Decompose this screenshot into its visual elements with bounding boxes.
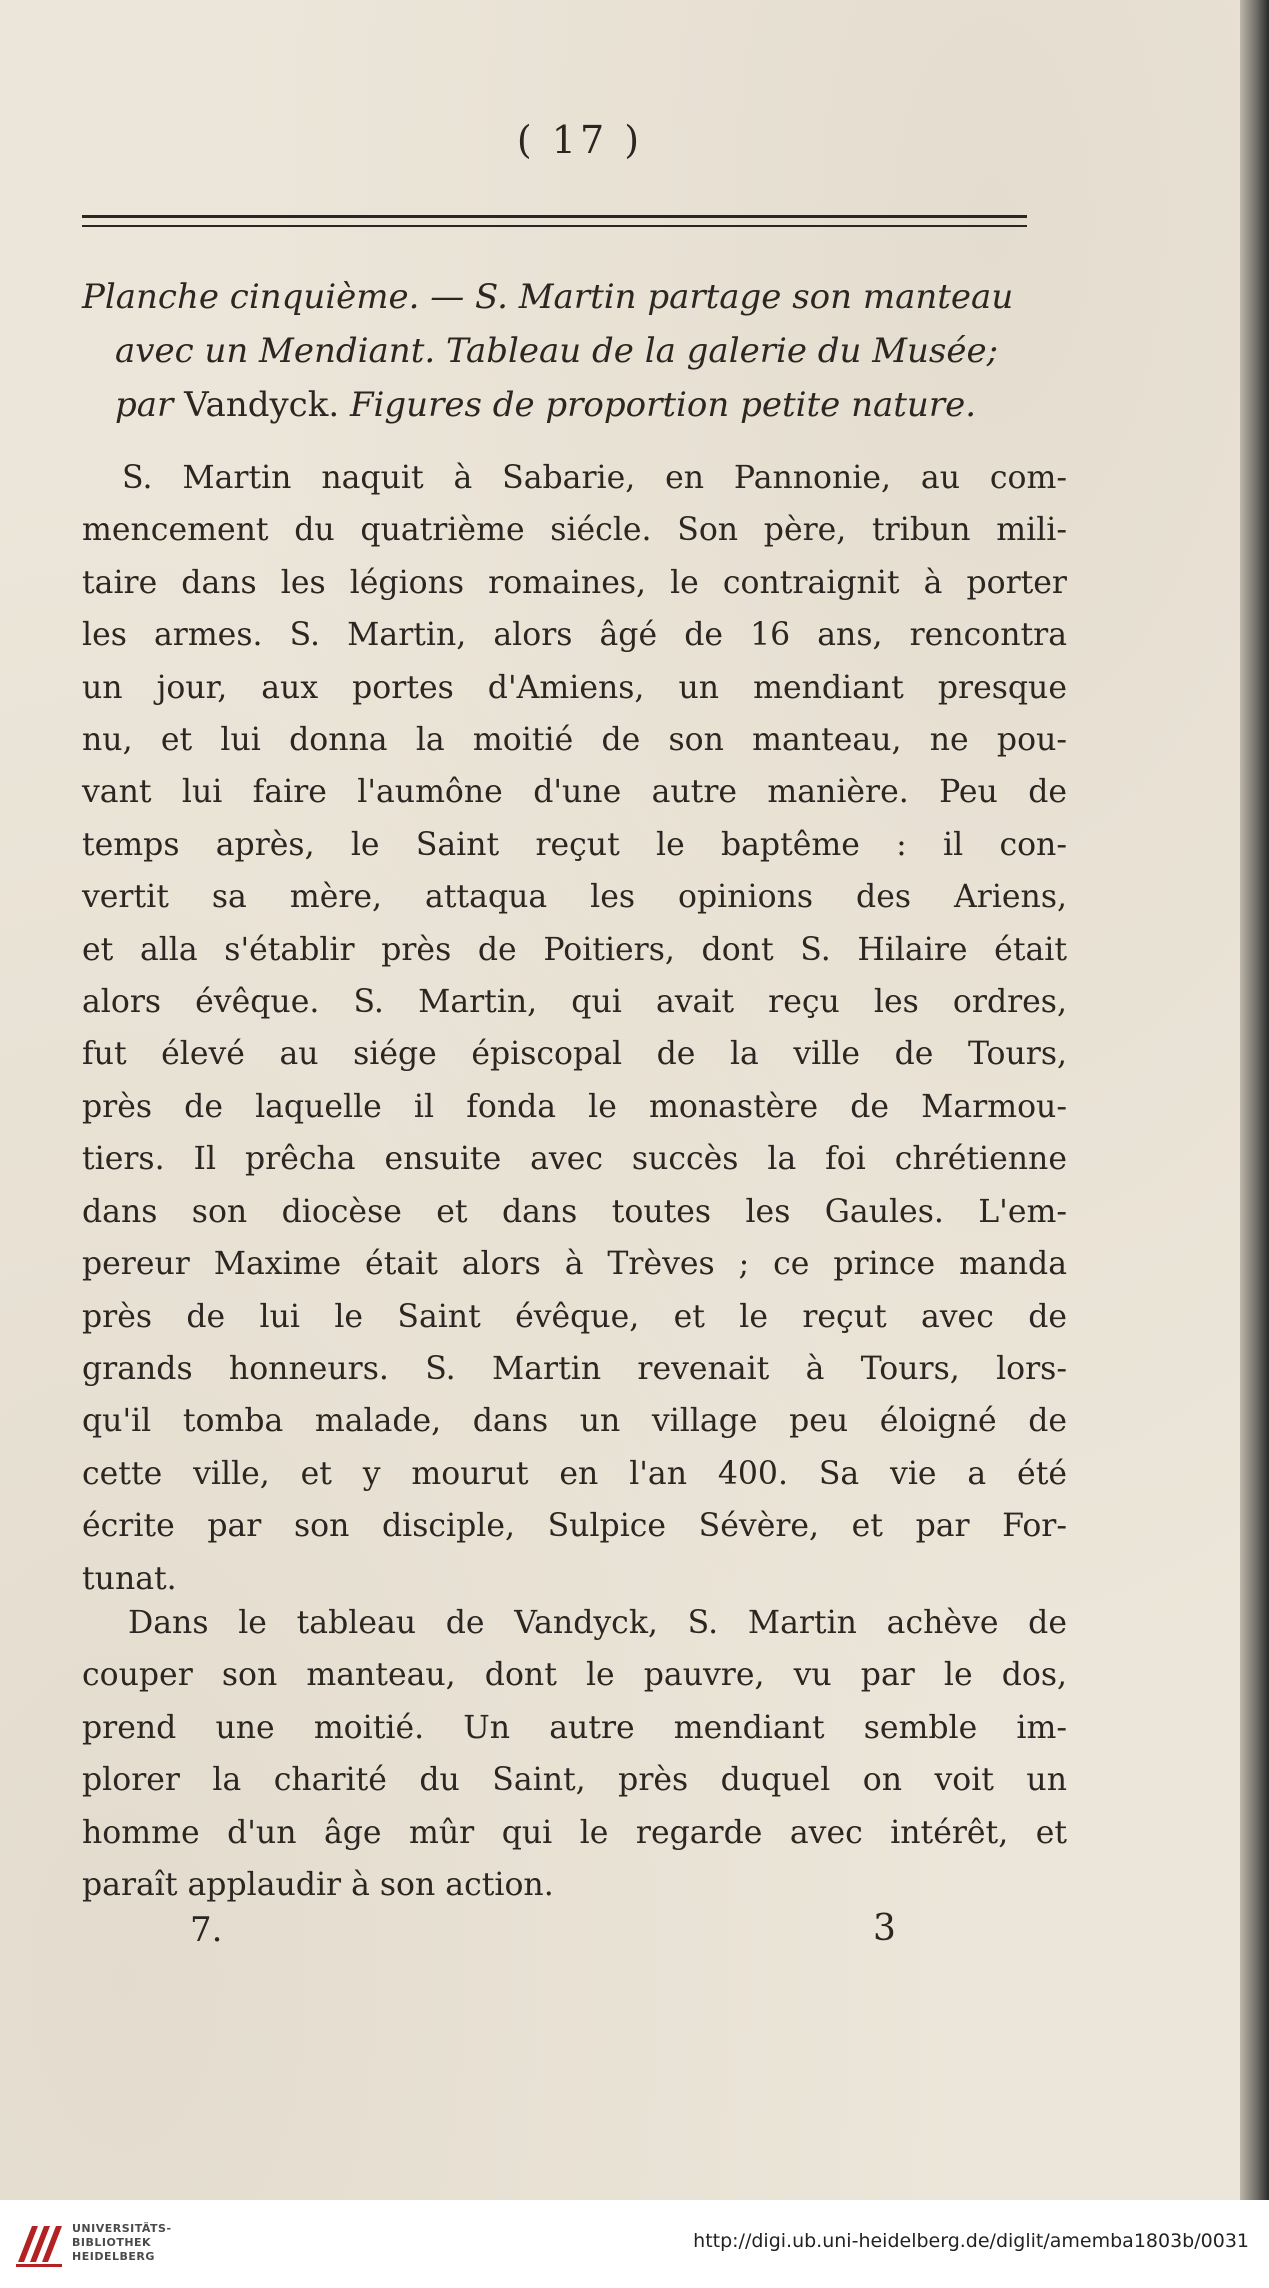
- header-rule-thin: [82, 225, 1027, 227]
- paragraph-1-line: grands honneurs. S. Martin revenait à Tours, lors-: [82, 1350, 1067, 1387]
- paragraph-2: [82, 1597, 1067, 1911]
- permalink-url[interactable]: http://digi.ub.uni-heidelberg.de/diglit/amemba1803b/0031: [693, 2230, 1249, 2252]
- paragraph-1-line: un jour, aux portes d'Amiens, un mendiant presque: [82, 669, 1067, 706]
- library-name-line: BIBLIOTHEK: [72, 2236, 152, 2249]
- paragraph-1-line: les armes. S. Martin, alors âgé de 16 ans, rencontra: [82, 617, 1067, 654]
- paragraph-2-line: paraît applaudir à son action.: [82, 1867, 554, 1904]
- paragraph-2-line: plorer la charité du Saint, près duquel on voit un: [82, 1762, 1067, 1799]
- caption-line-2: avec un Mendiant. Tableau de la galerie du Musée;: [115, 331, 999, 371]
- caption-line-3-suffix: Figures de proportion petite nature.: [339, 385, 977, 425]
- page-edge-shadow: [1240, 0, 1269, 2200]
- paragraph-1-line: cette ville, et y mourut en l'an 400. Sa vie a été: [82, 1455, 1067, 1492]
- signature-mark-left: 7.: [190, 1910, 223, 1950]
- paragraph-1-line: écrite par son disciple, Sulpice Sévère, et par For-: [82, 1508, 1067, 1545]
- paragraph-1: [82, 452, 1067, 1605]
- paragraph-1-line: pereur Maxime était alors à Trèves ; ce prince manda: [82, 1246, 1067, 1283]
- paragraph-2-line: couper son manteau, dont le pauvre, vu par le dos,: [82, 1657, 1067, 1694]
- paragraph-1-line: tunat.: [82, 1560, 177, 1597]
- paragraph-1-line: près de laquelle il fonda le monastère de Marmou-: [82, 1088, 1067, 1125]
- paragraph-1-line: qu'il tomba malade, dans un village peu éloigné de: [82, 1403, 1067, 1440]
- paragraph-1-line: temps après, le Saint reçut le baptême : il con-: [82, 826, 1067, 863]
- caption-line-1: Planche cinquième. — S. Martin partage son manteau: [82, 277, 1014, 317]
- paragraph-1-line: nu, et lui donna la moitié de son manteau, ne pou-: [82, 722, 1067, 759]
- paragraph-1-line: taire dans les légions romaines, le contraignit à porter: [82, 564, 1067, 601]
- header-rule-thick: [82, 215, 1027, 218]
- paragraph-1-line: tiers. Il prêcha ensuite avec succès la foi chrétienne: [82, 1141, 1067, 1178]
- caption-artist-name: Vandyck.: [184, 385, 340, 425]
- paragraph-1-line: alors évêque. S. Martin, qui avait reçu les ordres,: [82, 984, 1067, 1021]
- viewer-footer: [0, 2200, 1269, 2288]
- paragraph-1-line: vertit sa mère, attaqua les opinions des Ariens,: [82, 879, 1067, 916]
- paragraph-2-line: Dans le tableau de Vandyck, S. Martin achève de: [128, 1605, 1067, 1641]
- paragraph-2-line: prend une moitié. Un autre mendiant semble im-: [82, 1709, 1067, 1746]
- caption-line-3: [82, 378, 1072, 432]
- library-name-line: HEIDELBERG: [72, 2250, 155, 2263]
- paragraph-1-line: S. Martin naquit à Sabarie, en Pannonie, au com-: [122, 460, 1067, 496]
- library-name-line: UNIVERSITÄTS-: [72, 2222, 172, 2235]
- paragraph-1-line: près de lui le Saint évêque, et le reçut avec de: [82, 1298, 1067, 1335]
- paragraph-1-line: et alla s'établir près de Poitiers, dont S. Hilaire était: [82, 931, 1067, 968]
- signature-mark-right: 3: [873, 1908, 896, 1949]
- paragraph-1-line: vant lui faire l'aumône d'une autre manière. Peu de: [82, 774, 1067, 811]
- university-library-heidelberg-logo-icon: [12, 2218, 64, 2270]
- page-number: ( 17 ): [516, 118, 644, 162]
- library-name: [72, 2222, 172, 2264]
- paragraph-1-line: dans son diocèse et dans toutes les Gaules. L'em-: [82, 1193, 1067, 1230]
- paragraph-1-line: mencement du quatrième siécle. Son père, tribun mili-: [82, 512, 1067, 549]
- caption-line-3-prefix: par: [115, 385, 185, 425]
- paragraph-2-line: homme d'un âge mûr qui le regarde avec intérêt, et: [82, 1814, 1067, 1851]
- plate-caption: [82, 270, 1072, 432]
- paragraph-1-line: fut élevé au siége épiscopal de la ville de Tours,: [82, 1036, 1067, 1073]
